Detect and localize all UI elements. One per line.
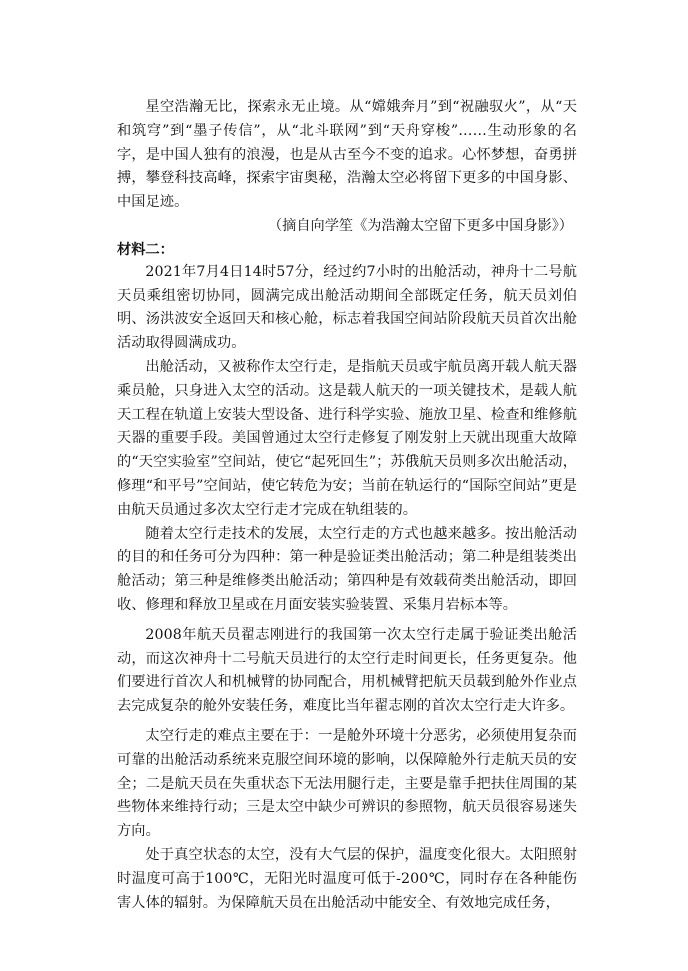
intro-paragraph: 星空浩瀚无比，探索永无止境。从“嫦娥奔月”到“祝融驭火”，从“天和筑穹”到“墨子传信”，从“北斗联网”到“天舟穿梭”……生动形象的名字，是中国人独有的浪漫，也是从古至今不变的追求。心怀梦想，奋勇拼搏，攀登科技高峰，探索宇宙奥秘，浩瀚太空必将留下更多的中国身影、中国足迹。 (117, 99, 577, 211)
document-page (117, 96, 577, 915)
paragraph-spacewalk-news: 2021年7月4日14时57分，经过约7小时的出舱活动，神舟十二号航天员乘组密切协同，圆满完成出舱活动期间全部既定任务，航天员刘伯明、汤洪波安全返回天和核心舱，标志着我国空间站阶段航天员首次出舱活动取得圆满成功。 (117, 263, 577, 352)
paragraph-spacewalk-definition: 出舱活动，又被称作太空行走，是指航天员或宇航员离开载人航天器乘员舱，只身进入太空的活动。这是载人航天的一项关键技术，是载人航天工程在轨道上安装大型设备、进行科学实验、施放卫星、检查和维修航天器的重要手段。美国曾通过太空行走修复了刚发射上天就出现重大故障的“天空实验室”空间站，使它“起死回生”；苏俄航天员则多次出舱活动，修理“和平号”空间站，使它转危为安；当前在轨运行的“国际空间站”更是由航天员通过多次太空行走才完成在轨组装的。 (117, 358, 577, 518)
intro-source-citation: （摘自向学笙《为浩瀚太空留下更多中国身影》） (267, 217, 573, 234)
paragraph-space-environment: 处于真空状态的太空，没有大气层的保护，温度变化很大。太阳照射时温度可高于100℃，无阳光时温度可低于-200℃，同时存在各种能伤害人体的辐射。为保障航天员在出舱活动中能安全、有效地完成任务， (117, 846, 577, 911)
paragraph-spacewalk-difficulties: 太空行走的难点主要在于：一是舱外环境十分恶劣，必须使用复杂而可靠的出舱活动系统来克服空间环境的影响，以保障舱外行走航天员的安全；二是航天员在失重状态下无法用腿行走，主要是靠手把扶住周围的某些物体来维持行动；三是太空中缺少可辨识的参照物，航天员很容易迷失方向。 (117, 727, 577, 840)
paragraph-spacewalk-types: 随着太空行走技术的发展，太空行走的方式也越来越多。按出舱活动的目的和任务可分为四种：第一种是验证类出舱活动；第二种是组装类出舱活动；第三种是维修类出舱活动；第四种是有效载荷类出舱活动，即回收、修理和释放卫星或在月面安装实验装置、采集月岩标本等。 (117, 525, 577, 613)
material-two-heading: 材料二： (117, 241, 174, 258)
paragraph-shenzhou-comparison: 2008年航天员翟志刚进行的我国第一次太空行走属于验证类出舱活动，而这次神舟十二号航天员进行的太空行走时间更长，任务更复杂。他们要进行首次人和机械臂的协同配合，用机械臂把航天员载到舱外作业点去完成复杂的舱外安装任务，难度比当年翟志刚的首次太空行走大许多。 (117, 626, 577, 715)
